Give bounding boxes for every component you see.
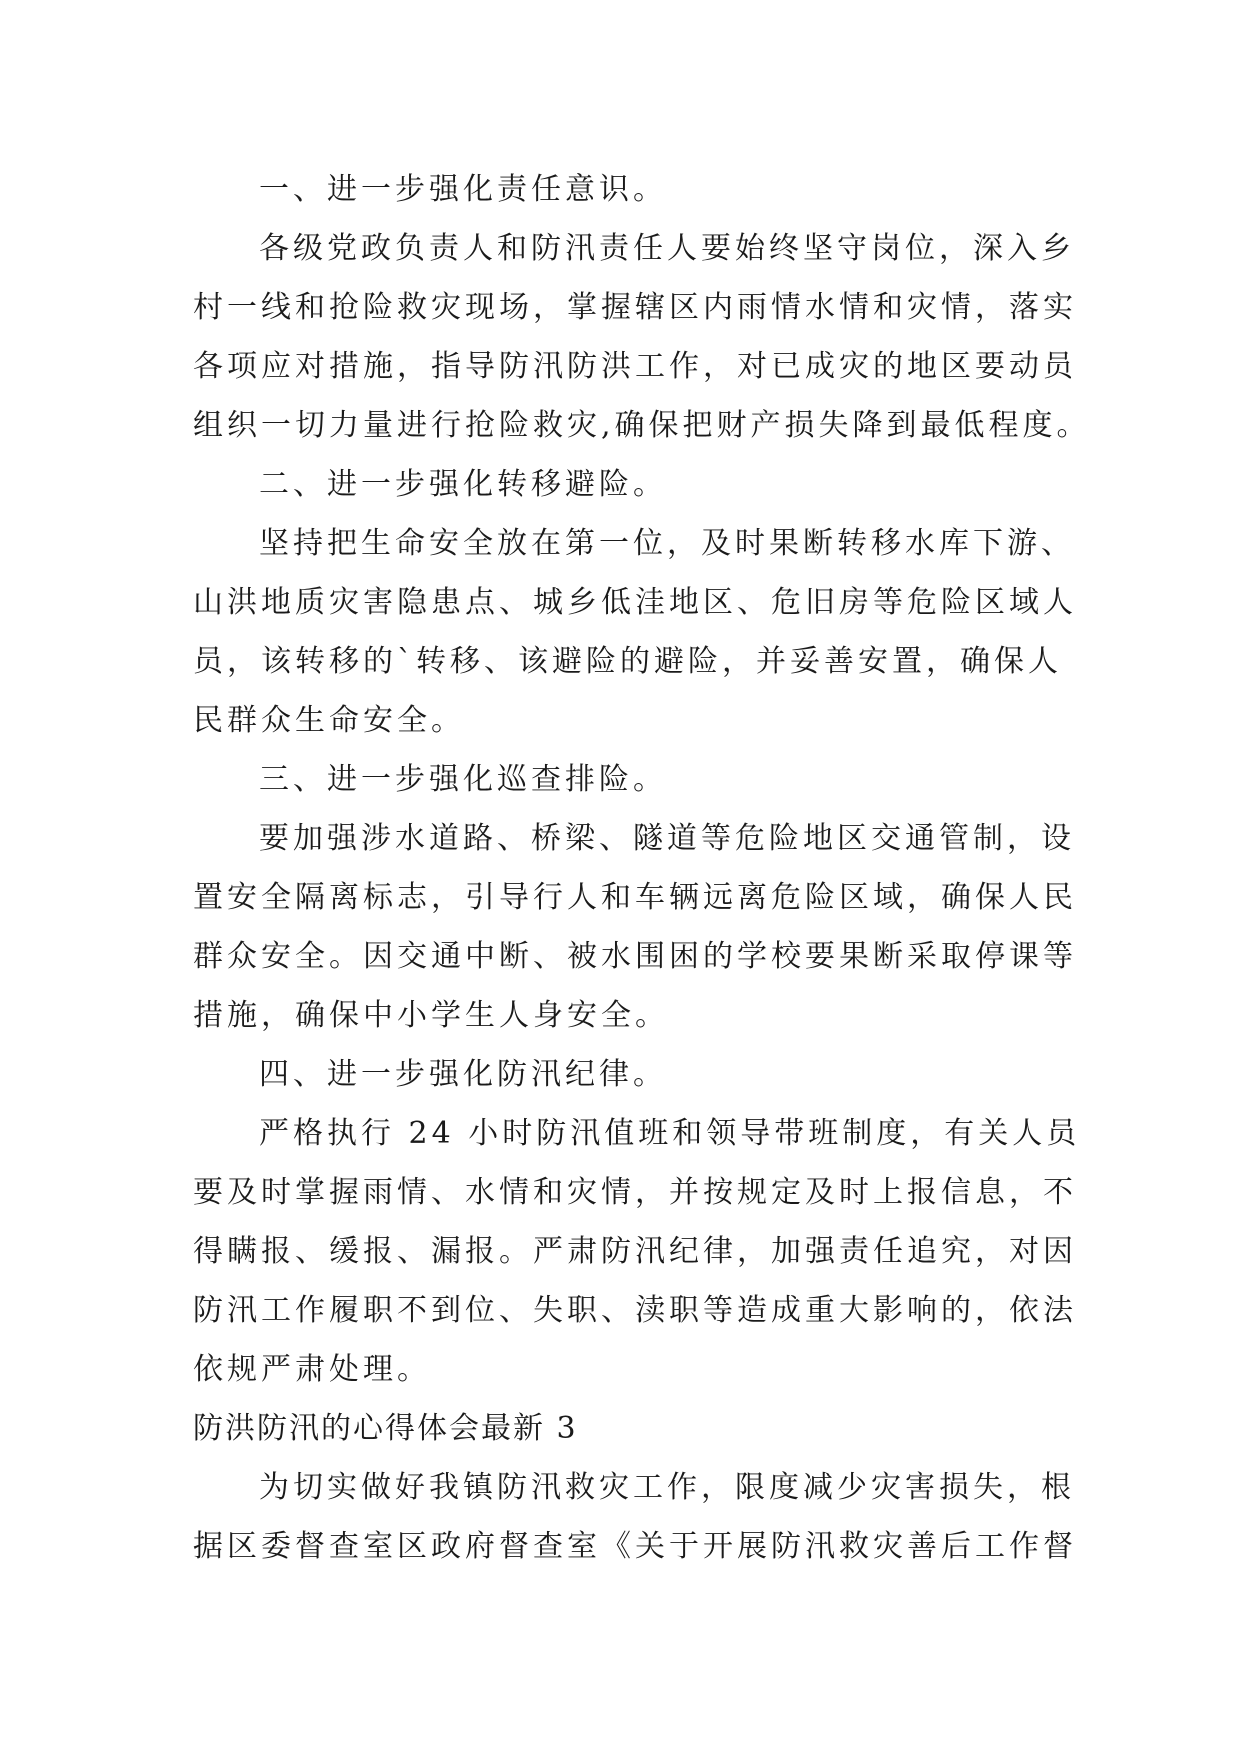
paragraph-line: 置安全隔离标志，引导行人和车辆远离危险区域，确保人民 bbox=[193, 880, 1077, 915]
section-heading-1: 一、进一步强化责任意识。 bbox=[259, 172, 667, 207]
paragraph-line: 各项应对措施，指导防汛防洪工作，对已成灾的地区要动员 bbox=[193, 349, 1077, 384]
paragraph-line: 群众安全。因交通中断、被水围困的学校要果断采取停课等 bbox=[193, 939, 1077, 974]
paragraph-line: 要加强涉水道路、桥梁、隧道等危险地区交通管制，设 bbox=[259, 821, 1075, 856]
paragraph-line: 员，该转移的`转移、该避险的避险，并妥善安置，确保人 bbox=[193, 644, 1062, 679]
paragraph-line: 措施，确保中小学生人身安全。 bbox=[193, 998, 669, 1033]
section-heading-2: 二、进一步强化转移避险。 bbox=[259, 467, 667, 502]
paragraph-line: 坚持把生命安全放在第一位，及时果断转移水库下游、 bbox=[259, 526, 1075, 561]
section-heading-4: 四、进一步强化防汛纪律。 bbox=[259, 1057, 667, 1092]
paragraph-line: 严格执行 24 小时防汛值班和领导带班制度，有关人员 bbox=[259, 1116, 1081, 1151]
paragraph-line: 各级党政负责人和防汛责任人要始终坚守岗位，深入乡 bbox=[259, 231, 1075, 266]
paragraph-line: 防汛工作履职不到位、失职、渎职等造成重大影响的，依法 bbox=[193, 1293, 1077, 1328]
paragraph-line: 据区委督查室区政府督查室《关于开展防汛救灾善后工作督 bbox=[193, 1529, 1077, 1564]
document-body bbox=[193, 160, 1091, 1576]
paragraph-line: 组织一切力量进行抢险救灾,确保把财产损失降到最低程度。 bbox=[193, 408, 1091, 443]
paragraph-line: 依规严肃处理。 bbox=[193, 1352, 431, 1387]
paragraph-line: 山洪地质灾害隐患点、城乡低洼地区、危旧房等危险区域人 bbox=[193, 585, 1077, 620]
paragraph-line: 村一线和抢险救灾现场，掌握辖区内雨情水情和灾情，落实 bbox=[193, 290, 1077, 325]
paragraph-line: 为切实做好我镇防汛救灾工作，限度减少灾害损失，根 bbox=[259, 1470, 1075, 1505]
paragraph-line: 民群众生命安全。 bbox=[193, 703, 465, 738]
article-title: 防洪防汛的心得体会最新 3 bbox=[193, 1411, 578, 1446]
paragraph-line: 要及时掌握雨情、水情和灾情，并按规定及时上报信息，不 bbox=[193, 1175, 1077, 1210]
section-heading-3: 三、进一步强化巡查排险。 bbox=[259, 762, 667, 797]
paragraph-line: 得瞒报、缓报、漏报。严肃防汛纪律，加强责任追究，对因 bbox=[193, 1234, 1077, 1269]
